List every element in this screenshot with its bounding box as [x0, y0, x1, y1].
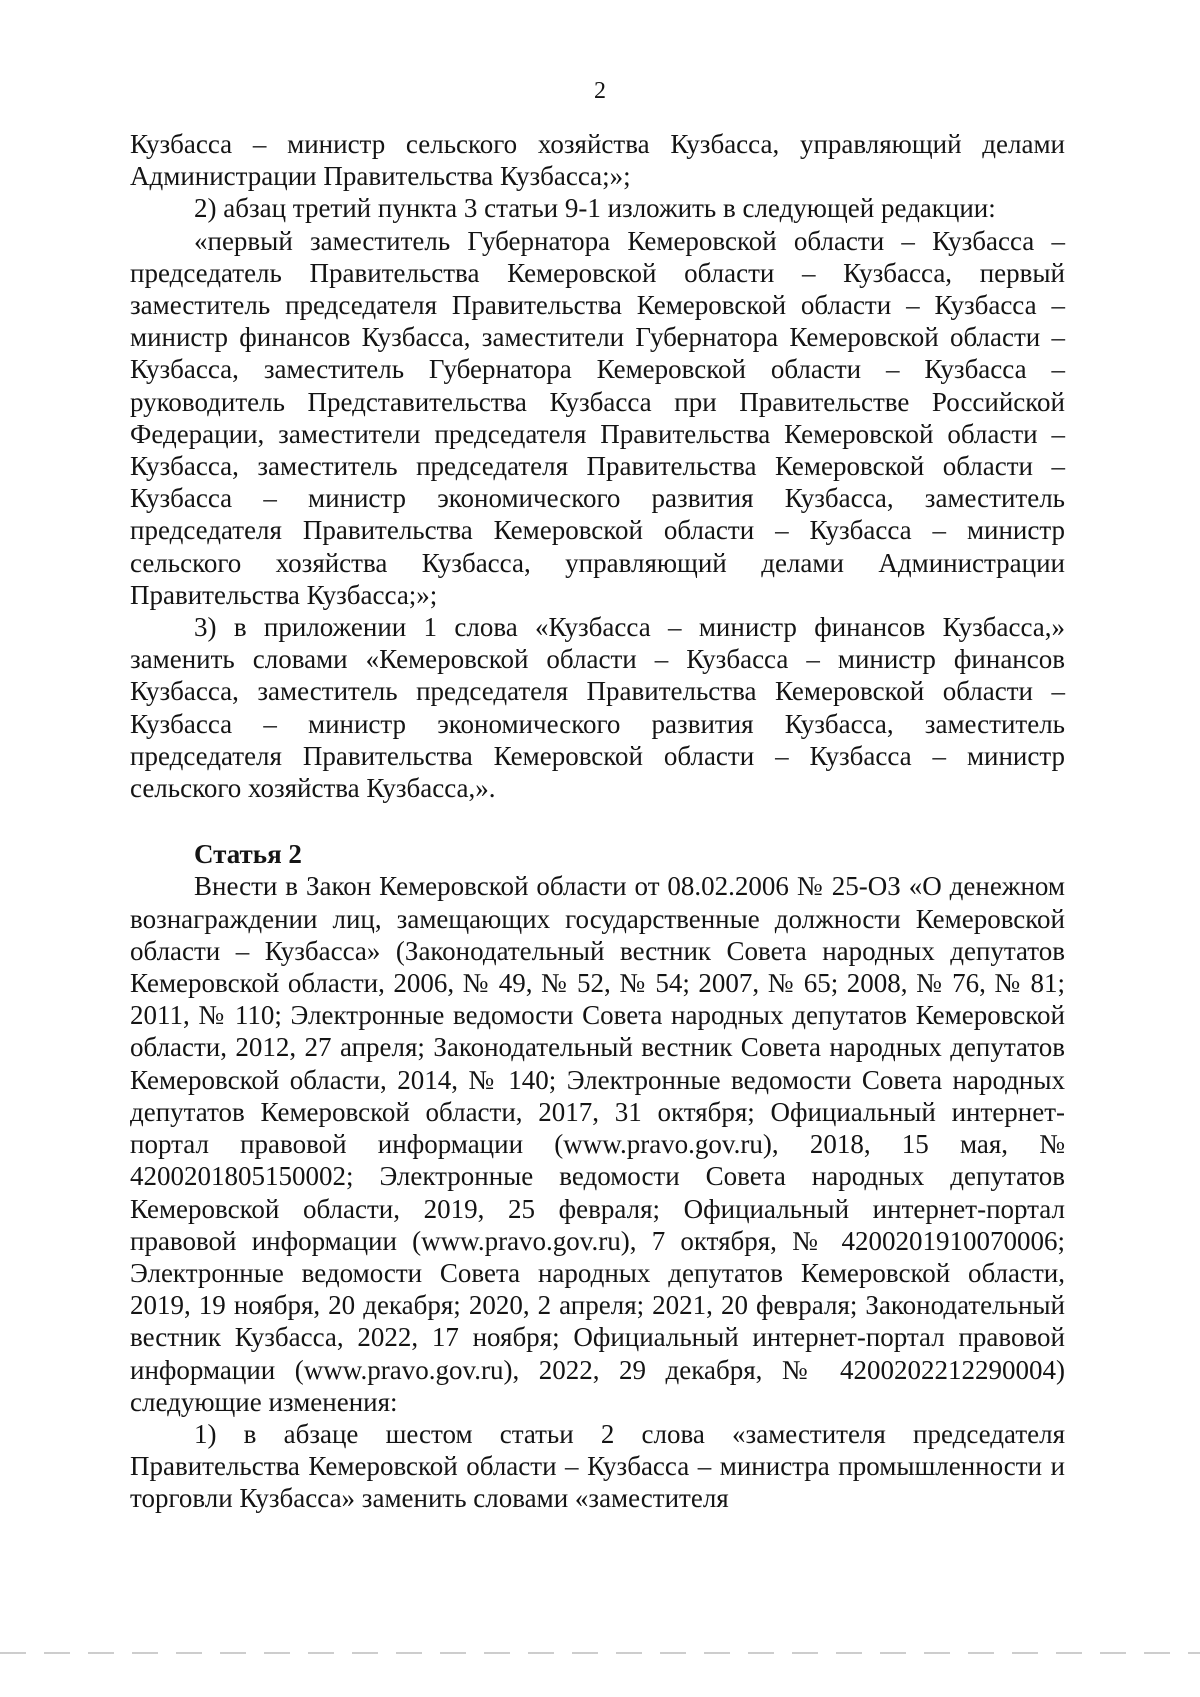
scan-edge-line: [0, 1652, 1200, 1654]
paragraph-article-2-item-1: 1) в абзаце шестом статьи 2 слова «заместителя председателя Правительства Кемеровской области – Кузбасса – министра промышленности и торговли Кузбасса» заменить словами «заместителя: [130, 1418, 1065, 1514]
paragraph-item-2: 2) абзац третий пункта 3 статьи 9-1 изложить в следующей редакции:: [194, 193, 996, 224]
article-heading: Статья 2: [194, 839, 302, 870]
document-body: [130, 128, 1065, 1515]
paragraph-continuation: Кузбасса – министр сельского хозяйства Кузбасса, управляющий делами Администрации Правительства Кузбасса;»;: [130, 129, 1065, 192]
paragraph-item-3: 3) в приложении 1 слова «Кузбасса – министр финансов Кузбасса,» заменить словами «Кемеровской области – Кузбасса – министр финансов Кузбасса, заместитель председателя Правительства Кемеровской области – Кузбасса – министр экономического развития Кузбасса, заместитель председателя Правительства Кемеровской области – Кузбасса – министр сельского хозяйства Кузбасса,».: [130, 612, 1065, 804]
paragraph-article-2-intro: Внести в Закон Кемеровской области от 08.02.2006 № 25-ОЗ «О денежном вознаграждении лиц, замещающих государственные должности Кемеровской области – Кузбасса» (Законодательный вестник Совета народных депутатов Кемеровской области, 2006, № 49, № 52, № 54; 2007, № 65; 2008, № 76, № 81; 2011, № 110; Электронные ведомости Совета народных депутатов Кемеровской области, 2012, 27 апреля; Законодательный вестник Совета народных депутатов Кемеровской области, 2014, № 140; Электронные ведомости Совета народных депутатов Кемеровской области, 2017, 31 октября; Официальный интернет-портал правовой информации (www.pravo.gov.ru), 2018, 15 мая, № 4200201805150002; Электронные ведомости Совета народных депутатов Кемеровской области, 2019, 25 февраля; Официальный интернет-портал правовой информации (www.pravo.gov.ru), 7 октября, № 4200201910070006; Электронные ведомости Совета народных депутатов Кемеровской области, 2019, 19 ноября, 20 декабря; 2020, 2 апреля; 2021, 20 февраля; Законодательный вестник Кузбасса, 2022, 17 ноября; Официальный интернет-портал правовой информации (www.pravo.gov.ru), 2022, 29 декабря, № 4200202212290004) следующие изменения:: [130, 871, 1065, 1417]
paragraph-quoted-text: «первый заместитель Губернатора Кемеровской области – Кузбасса – председатель Правительства Кемеровской области – Кузбасса, первый заместитель председателя Правительства Кемеровской области – Кузбасса – министр финансов Кузбасса, заместители Губернатора Кемеровской области – Кузбасса, заместитель Губернатора Кемеровской области – Кузбасса – руководитель Представительства Кузбасса при Правительстве Российской Федерации, заместители председателя Правительства Кемеровской области – Кузбасса, заместитель председателя Правительства Кемеровской области – Кузбасса – министр экономического развития Кузбасса, заместитель председателя Правительства Кемеровской области – Кузбасса – министр сельского хозяйства Кузбасса, управляющий делами Администрации Правительства Кузбасса;»;: [130, 225, 1065, 610]
page-number: 2: [594, 78, 606, 104]
